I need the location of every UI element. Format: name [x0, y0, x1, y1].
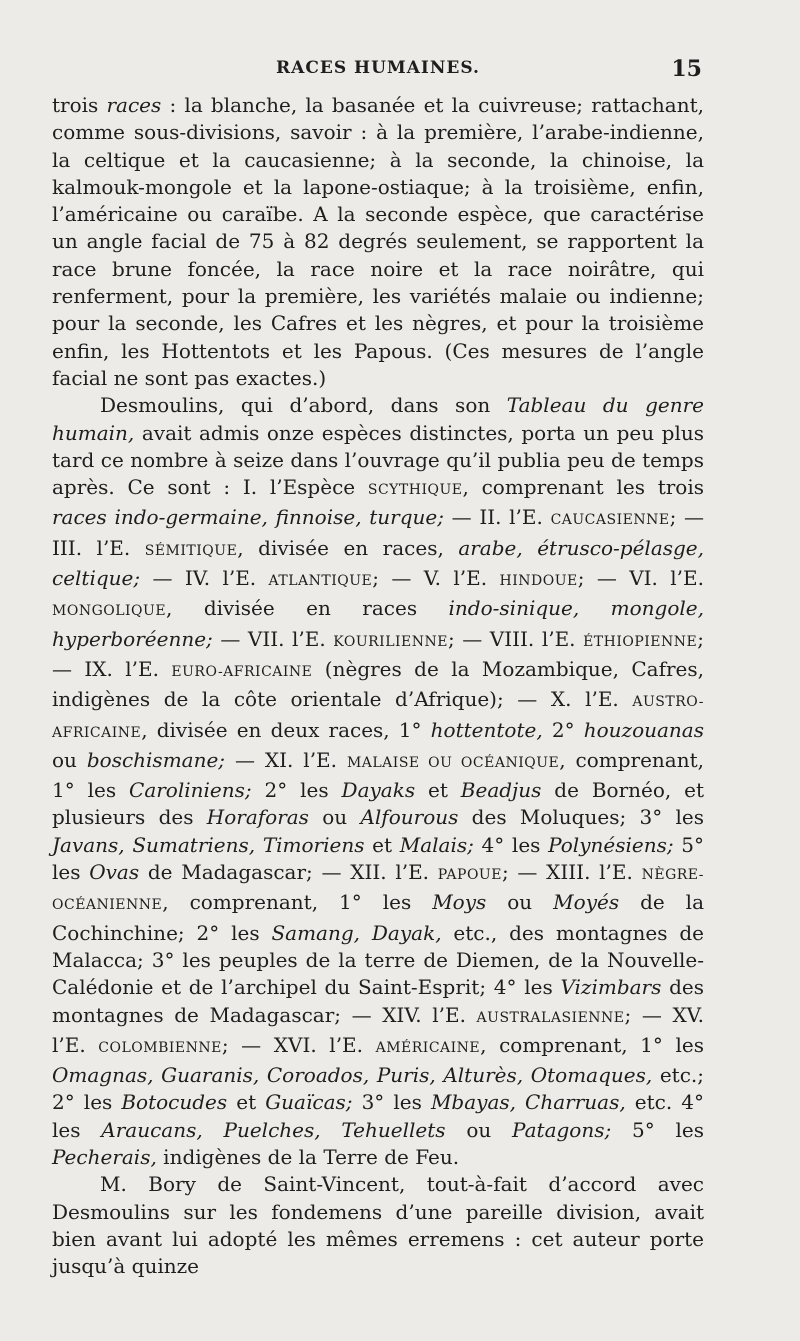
italic-run: Alfourous — [360, 805, 459, 830]
text-run: , comprenant les trois — [462, 475, 704, 500]
text-run: etc.; 2° les — [52, 1063, 704, 1115]
italic-run: races indo-germaine, finnoise, turque; — [52, 505, 444, 530]
text-run: etc. 4° les — [52, 1090, 705, 1142]
italic-run: Polynésiens; — [548, 832, 674, 857]
italic-run: Moyés — [553, 890, 620, 915]
italic-run: Vizimbars — [560, 975, 662, 1000]
text-run: et — [227, 1090, 266, 1115]
text-run: et — [364, 832, 400, 857]
smallcaps-run: MONGOLIQUE — [52, 603, 167, 620]
text-run: ; — XVI. l’E. — [221, 1032, 376, 1057]
italic-run: Mbayas, Charruas, — [430, 1090, 626, 1115]
smallcaps-run: AUSTRALASIENNE — [476, 1009, 625, 1026]
italic-run: Araucans, Puelches, Tehuellets — [101, 1117, 446, 1142]
text-run: : la blanche, la basanée et la cuivreuse; rattachant, comme sous-divisions, savoir : à la première, l’arabe-indienne, la celtique et la caucasienne; à la seconde, la chinoise, la kalmouk-mongole et la lapone-ostiaque; à la troisième, enfin, l’américaine ou caraïbe. A la seconde espèce, que caractérise un angle facial de 75 à 82 degrés seulement, se rapportent la race brune foncée, la race noire et la race noirâtre, qui renferment, pour la première, les variétés malaie ou indienne; pour la seconde, les Cafres et les nègres, et pour la troisième enfin, les Hottentots et les Papous. (Ces mesures de l’angle facial ne sont pas exactes.) — [52, 93, 704, 390]
smallcaps-run: COLOMBIENNE — [98, 1039, 222, 1056]
italic-run: Horaforas — [206, 805, 309, 830]
italic-run: Patagons; — [512, 1117, 612, 1142]
text-run: des montagnes de Madagascar; — XIV. l’E. — [52, 975, 704, 1027]
text-run: , comprenant, 1° les — [52, 747, 704, 803]
italic-run: Omagnas, Guaranis, Coroados, Puris, Alturès, Otomaques, — [52, 1063, 653, 1088]
italic-run: Tableau du genre humain, — [52, 393, 704, 445]
italic-run: Botocudes — [121, 1090, 228, 1115]
text-run: ; — VIII. l’E. — [447, 626, 584, 651]
text-run: 5° les — [611, 1117, 705, 1142]
smallcaps-run: SCYTHIQUE — [367, 482, 463, 499]
smallcaps-run: KOURILIENNE — [333, 633, 448, 650]
smallcaps-run: ATLANTIQUE — [268, 573, 373, 590]
text-run: — II. l’E. — [443, 505, 551, 530]
italic-run: indo-sinique, mongole, hyperboréenne; — [52, 596, 704, 651]
text-run: 2° — [542, 717, 584, 742]
text-run: — IV. l’E. — [140, 566, 269, 591]
italic-run: races — [106, 93, 162, 117]
text-run: 5° les — [52, 832, 704, 885]
smallcaps-run: AUSTRO-AFRICAINE — [52, 694, 704, 741]
paragraph-1 — [52, 92, 704, 392]
smallcaps-run: EURO-AFRICAINE — [171, 663, 313, 680]
text-run: avait admis onze espèces distinctes, porta un peu plus tard ce nombre à seize dans l’ouvrage qu’il publia peu de temps après. Ce sont : I. l’Espèce — [52, 420, 704, 500]
text-run: 2° les — [251, 778, 342, 803]
text-run: ; — V. l’E. — [372, 566, 500, 591]
smallcaps-run: HINDOUE — [499, 573, 578, 590]
italic-run: arabe, étrusco-pélasge, celtique; — [52, 535, 705, 591]
smallcaps-run: ÉTHIOPIENNE — [583, 633, 698, 650]
smallcaps-run: SÉMITIQUE — [144, 542, 238, 559]
italic-run: houzouanas — [583, 717, 704, 742]
text-run: M. Bory de Saint-Vincent, tout-à-fait d’accord avec Desmoulins sur les fondemens d’une pareille division, avait bien avant lui adopté les mêmes erremens : cet auteur porte jusqu’à quinze — [52, 1172, 704, 1279]
italic-run: Javans, Sumatriens, Timoriens — [52, 832, 365, 857]
smallcaps-run: CAUCASIENNE — [550, 512, 670, 529]
text-run: ; — III. l’E. — [52, 505, 704, 560]
text-run: , divisée en deux races, 1° — [141, 717, 431, 742]
smallcaps-run: MALAISE OU OCÉANIQUE — [346, 754, 560, 771]
text-run: de la Cochinchine; 2° les — [52, 890, 704, 945]
text-run: , comprenant, 1° les — [480, 1032, 704, 1057]
page-header — [52, 56, 704, 84]
italic-run: Ovas — [89, 860, 140, 885]
italic-run: Pecherais, — [52, 1144, 157, 1169]
running-head: RACES HUMAINES. — [276, 58, 480, 78]
italic-run: Caroliniens; — [129, 778, 252, 803]
text-run: — VII. l’E. — [212, 626, 334, 651]
text-run: ou — [486, 890, 554, 915]
text-run: ; — IX. l’E. — [52, 626, 704, 681]
text-run: (nègres de la Mozambique, Cafres, indigènes de la côte orientale d’Afrique); — X. l’E. — [52, 656, 704, 712]
italic-run: Moys — [432, 890, 487, 915]
smallcaps-run: PAPOUE — [437, 867, 502, 884]
paragraph-3 — [52, 1171, 704, 1280]
text-run: ; — XIII. l’E. — [501, 860, 642, 885]
italic-run: Beadjus — [460, 778, 542, 803]
text-run: , comprenant, 1° les — [162, 890, 433, 915]
smallcaps-run: AMÉRICAINE — [375, 1039, 481, 1056]
italic-run: hottentote, — [430, 717, 543, 742]
text-run: et — [415, 778, 461, 803]
page-number: 15 — [671, 56, 702, 82]
smallcaps-run: NÈGRE-OCÉANIENNE — [52, 867, 705, 914]
text-run: ou — [445, 1117, 513, 1142]
body-text — [52, 92, 704, 1280]
text-run: etc., des montagnes de Malacca; 3° les peuples de la terre de Diemen, de la Nouvelle-Calédonie et de l’archipel du Saint-Esprit; 4° les — [52, 920, 704, 1000]
italic-run: Guaïcas; — [265, 1090, 353, 1115]
italic-run: Dayaks — [341, 778, 416, 803]
paragraph-2 — [52, 392, 704, 1171]
text-run: des Moluques; 3° les — [458, 805, 705, 830]
text-run: de Bornéo, et plusieurs des — [52, 778, 705, 830]
text-run: , divisée en races — [166, 596, 449, 621]
text-run: ; — XV. l’E. — [52, 1002, 704, 1057]
text-run: ou — [308, 805, 361, 830]
text-run: 3° les — [352, 1090, 431, 1115]
italic-run: boschismane; — [86, 747, 226, 772]
text-run: ; — VI. l’E. — [577, 566, 704, 591]
text-run: indigènes de la Terre de Feu. — [156, 1144, 460, 1169]
text-run: trois — [52, 93, 107, 117]
text-run: — XI. l’E. — [225, 747, 347, 772]
italic-run: Malais; — [399, 832, 474, 857]
text-run: , divisée en races, — [237, 535, 459, 560]
text-run: ou — [52, 747, 87, 772]
text-run: de Madagascar; — XII. l’E. — [139, 860, 438, 885]
italic-run: Samang, Dayak, — [271, 920, 442, 945]
text-run: Desmoulins, qui d’abord, dans son — [100, 393, 507, 418]
text-run: 4° les — [473, 832, 549, 857]
